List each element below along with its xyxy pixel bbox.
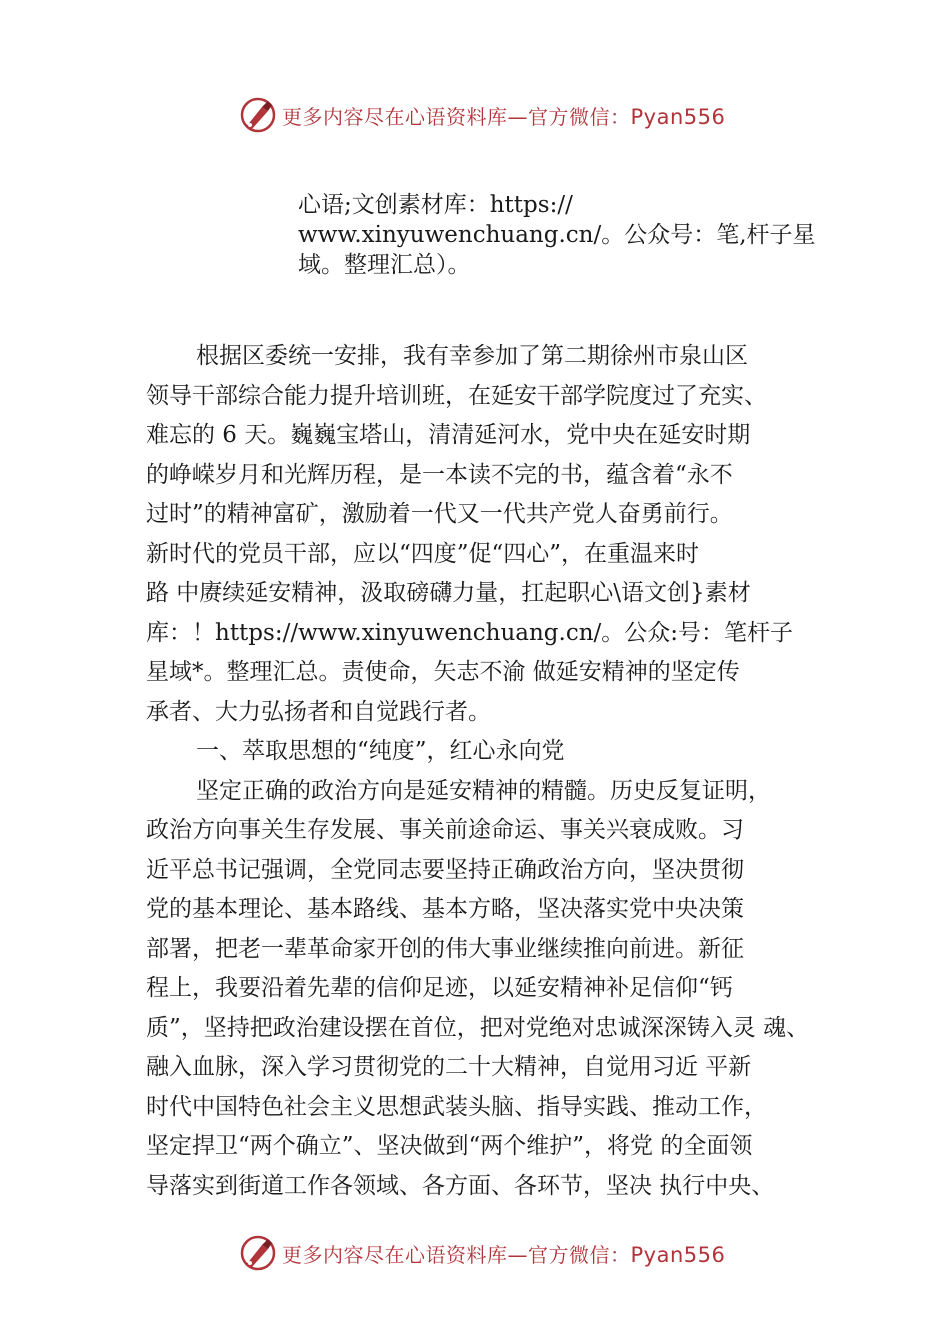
paragraph-line: 根据区委统一安排，我有幸参加了第二期徐州市泉山区	[196, 343, 748, 369]
wechat-id: Pyan556	[630, 1242, 726, 1267]
section-heading: 一、萃取思想的“纯度”，红心永向党	[196, 738, 565, 764]
banner-text	[282, 1239, 725, 1268]
paragraph-line: 过时”的精神富矿，激励着一代又一代共产党人奋勇前行。	[146, 501, 733, 527]
paragraph-line: 程上，我要沿着先辈的信仰足迹，以延安精神补足信仰“钙	[146, 975, 733, 1001]
intro-note	[298, 190, 858, 280]
paragraph-line: 部署，把老一辈革命家开创的伟大事业继续推向前进。新征	[146, 935, 744, 962]
paragraph-line: 融入血脉，深入学习贯彻党的二十大精神，自觉用习近 平新	[146, 1054, 752, 1080]
paragraph-line: 时代中国特色社会主义思想武装头脑、指导实践、推动工作，	[146, 1093, 767, 1120]
paragraph-line: 路 中赓续延安精神，汲取磅礴力量，扛起职心\语文创}素材	[146, 580, 751, 606]
intro-line: 域。整理汇总）。	[298, 252, 471, 278]
paragraph-line: 新时代的党员干部，应以“四度”促“四心”，在重温来时	[146, 540, 700, 567]
header-banner	[0, 90, 950, 140]
banner-slogan: 更多内容尽在心语资料库—官方微信：	[282, 104, 631, 129]
pen-nib-logo-icon	[238, 1233, 278, 1273]
article-body	[146, 337, 846, 1206]
paragraph-line: 库：！https://www.xinyuwenchuang.cn/。公众:号：笔杆子	[146, 619, 794, 646]
paragraph-line: 坚定捍卫“两个确立”、坚决做到“两个维护”，将党 的全面领	[146, 1133, 753, 1159]
paragraph-line: 政治方向事关生存发展、事关前途命运、事关兴衰成败。习	[146, 817, 744, 843]
paragraph-line: 星域*。整理汇总。责使命，矢志不渝 做延安精神的坚定传	[146, 659, 740, 685]
wechat-id: Pyan556	[630, 104, 726, 129]
pen-nib-logo-icon	[238, 95, 278, 135]
paragraph-line: 质”，坚持把政治建设摆在首位，把对党绝对忠诚深深铸入灵 魂、	[146, 1014, 810, 1041]
banner-text	[282, 101, 725, 130]
footer-banner	[0, 1228, 950, 1278]
banner-slogan: 更多内容尽在心语资料库—官方微信：	[282, 1242, 631, 1267]
paragraph-line: 近平总书记强调，全党同志要坚持正确政治方向，坚决贯彻	[146, 856, 744, 883]
paragraph-line: 领导干部综合能力提升培训班，在延安干部学院度过了充实、	[146, 382, 767, 409]
paragraph-line: 坚定正确的政治方向是延安精神的精髓。历史反复证明，	[196, 777, 771, 804]
paragraph-line: 难忘的 6 天。巍巍宝塔山，清清延河水，党中央在延安时期	[146, 422, 751, 448]
paragraph-line: 导落实到街道工作各领域、各方面、各环节，坚决 执行中央、	[146, 1172, 775, 1199]
paragraph-line: 承者、大力弘扬者和自觉践行者。	[146, 698, 491, 725]
paragraph-line: 党的基本理论、基本路线、基本方略，坚决落实党中央决策	[146, 896, 744, 922]
intro-line: www.xinyuwenchuang.cn/。公众号：笔,杆子星	[298, 222, 816, 248]
intro-line: 心语;文创素材库：https://	[298, 192, 573, 218]
paragraph-line: 的峥嵘岁月和光辉历程，是一本读不完的书，蕴含着“永不	[146, 461, 733, 488]
